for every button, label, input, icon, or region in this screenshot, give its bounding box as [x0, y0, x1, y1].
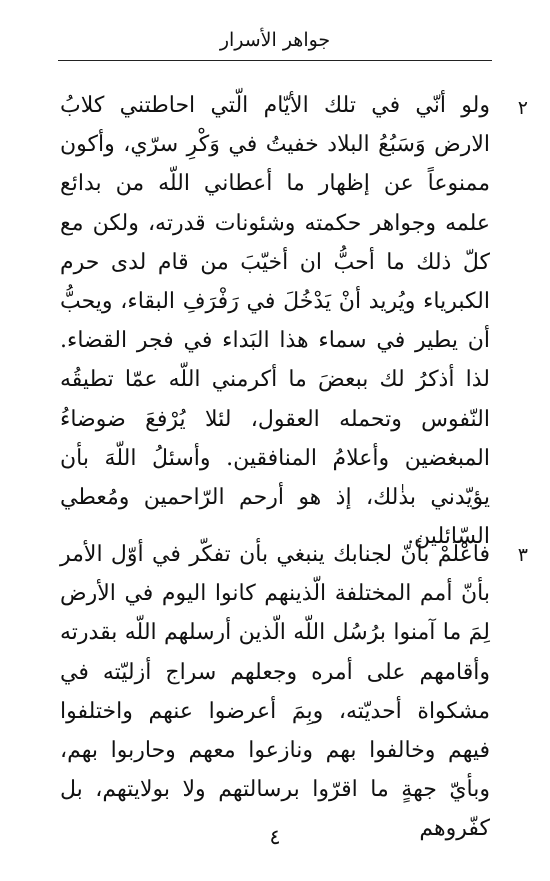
paragraph-number: ٢ — [517, 97, 528, 119]
paragraph-text: فاعْلَمْ بأنّ لجنابك ينبغي بأن تفكّر في أوّل الأمر بأنّ أمم المختلفة الّذينهم كانوا اليوم في الأرض لِمَ ما آمنوا برُسُل اللّه الّذين أرسلهم اللّه بقدرته وأقامهم على أمره وجعلهم سراج أزليّته في مشكواة أحديّته، وبِمَ أعرضوا عنهم واختلفوا فيهم وخالفوا بهم ونازعوا معهم وحاربوا بهم، وبأيّ جهةٍ ما اقرّوا برسالتهم ولا بولايتهم، بل كفّروهم — [60, 542, 490, 842]
header-divider — [58, 60, 492, 61]
paragraph-text: ولو أنّي في تلك الأيّام الّتي احاطتني كلابُ الارض وَسَبُعُ البلاد خفيتُ في وَكْرِ سرّي، وأكون ممنوعاً عن إظهار ما أعطاني اللّه من بدائع علمه وجواهر حكمته وشئونات قدرته، ولكن مع كلّ ذلك ما أحبُّ ان أخيّبَ من قام لدى حرم الكبرياء ويُريد أنْ يَدْخُلَ في رَفْرَفِ البقاء، ويحبُّ أن يطير في سماء هذا البَداء في فجر القضاء. لذا أذكرُ لك ببعضَ ما أكرمني اللّه عمّا تطيقُه النّفوس وتحمله العقول، لئلا يُرْفعَ ضوضاءُ المبغضين وأعلامُ المنافقين. وأسئلُ اللّهَ بأن يؤيّدني بذٰلك، إذ هو أرحم الرّاحمين ومُعطي السّائلين. — [60, 93, 490, 550]
running-header — [58, 28, 492, 58]
page-number: ٤ — [269, 825, 281, 849]
paragraph-number: ٣ — [517, 544, 528, 566]
header-title: جواهر الأسرار — [219, 29, 331, 51]
